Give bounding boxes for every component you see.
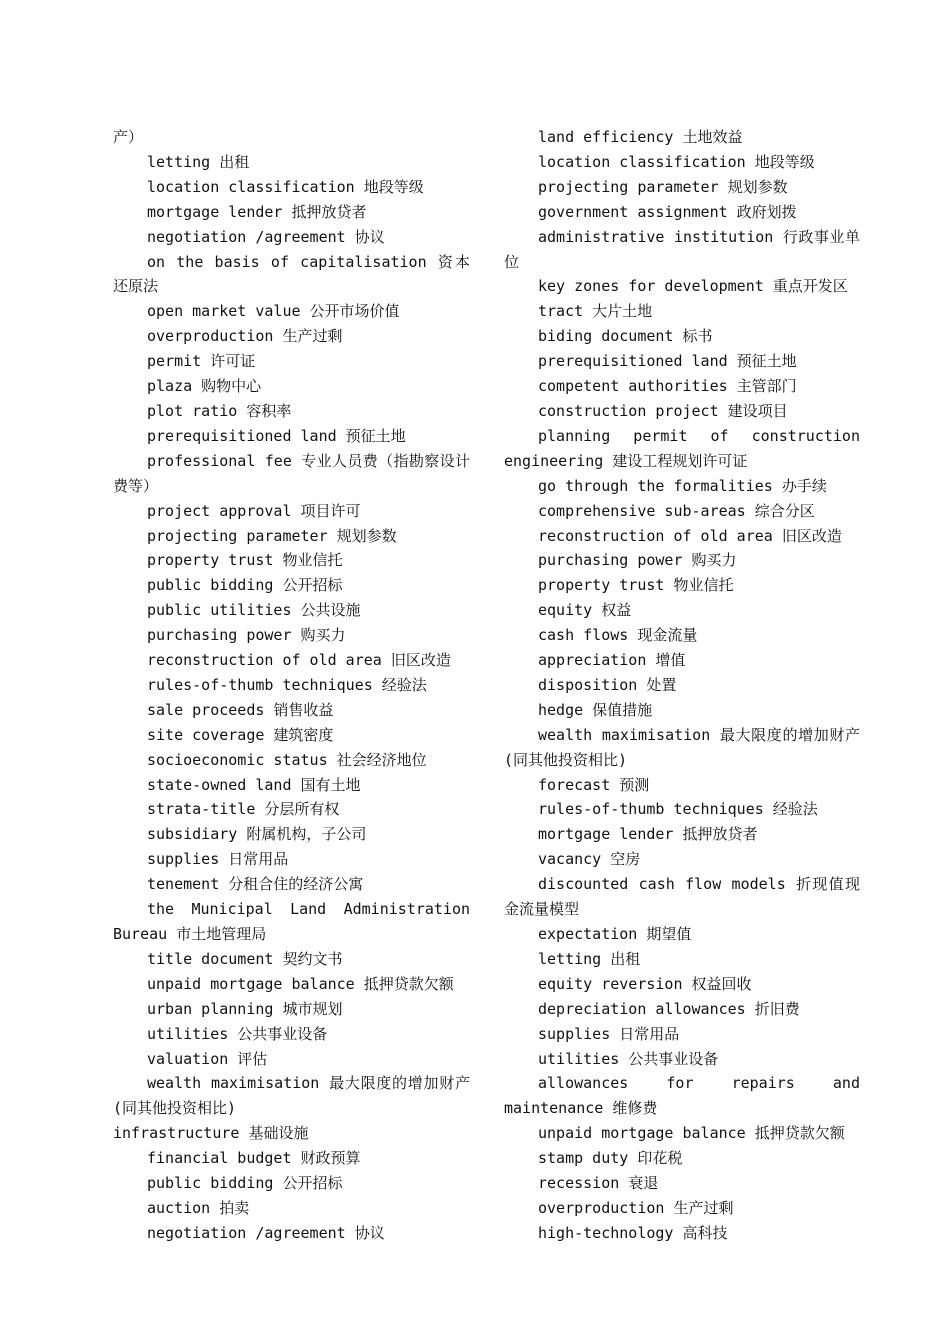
glossary-entry: plaza 购物中心 (147, 377, 262, 396)
glossary-entry: go through the formalities 办手续 (538, 476, 827, 495)
glossary-column-left (113, 125, 470, 1246)
glossary-entry: property trust 物业信托 (147, 551, 343, 570)
glossary-entry: high-technology 高科技 (538, 1223, 728, 1242)
glossary-entry: plot ratio 容积率 (147, 401, 292, 420)
glossary-entry: allowances for repairs and maintenance 维修费 (504, 1074, 860, 1118)
glossary-entry: strata-title 分层所有权 (147, 800, 340, 819)
glossary-entry: reconstruction of old area 旧区改造 (538, 526, 842, 545)
glossary-entry: projecting parameter 规划参数 (147, 526, 397, 545)
glossary-entry: biding document 标书 (538, 327, 713, 346)
glossary-entry: negotiation /agreement 协议 (147, 1223, 385, 1242)
glossary-entry: forecast 预测 (538, 775, 650, 794)
glossary-entry: unpaid mortgage balance 抵押贷款欠额 (147, 974, 454, 993)
glossary-entry: negotiation /agreement 协议 (147, 227, 385, 246)
glossary-entry: socioeconomic status 社会经济地位 (147, 750, 427, 769)
glossary-entry: hedge 保值措施 (538, 700, 653, 719)
glossary-entry: unpaid mortgage balance 抵押贷款欠额 (538, 1124, 845, 1143)
glossary-entry: competent authorities 主管部门 (538, 377, 797, 396)
glossary-entry: overproduction 生产过剩 (538, 1198, 734, 1217)
glossary-entry: equity reversion 权益回收 (538, 974, 752, 993)
glossary-entry: valuation 评估 (147, 1049, 268, 1068)
glossary-entry: government assignment 政府划拨 (538, 202, 797, 221)
glossary-entry: infrastructure 基础设施 (113, 1124, 309, 1143)
glossary-entry: wealth maximisation 最大限度的增加财产(同其他投资相比) (504, 725, 860, 769)
glossary-entry: wealth maximisation 最大限度的增加财产(同其他投资相比) (113, 1074, 470, 1118)
glossary-entry: mortgage lender 抵押放贷者 (538, 825, 758, 844)
glossary-entry: permit 许可证 (147, 352, 256, 371)
glossary-entry: sale proceeds 销售收益 (147, 700, 334, 719)
glossary-entry: mortgage lender 抵押放贷者 (147, 202, 367, 221)
glossary-entry: expectation 期望值 (538, 925, 692, 943)
glossary-entry: the Municipal Land Administration Bureau 市土地管理局 (113, 900, 470, 943)
glossary-entry: letting 出租 (147, 152, 250, 171)
glossary-entry: project approval 项目许可 (147, 501, 361, 520)
glossary-entry: cash flows 现金流量 (538, 626, 698, 645)
glossary-entry: state-owned land 国有土地 (147, 775, 361, 794)
glossary-entry: rules-of-thumb techniques 经验法 (538, 800, 818, 819)
glossary-entry: location classification 地段等级 (147, 177, 424, 196)
glossary-entry: purchasing power 购买力 (538, 551, 737, 570)
glossary-entry: public utilities 公共设施 (147, 601, 361, 620)
glossary-entry: public bidding 公开招标 (147, 576, 343, 595)
glossary-entry: overproduction 生产过剩 (147, 327, 343, 346)
glossary-entry: on the basis of capitalisation 资本还原法 (113, 252, 470, 296)
glossary-entry: letting 出租 (538, 949, 641, 968)
glossary-entry: utilities 公共事业设备 (538, 1049, 719, 1068)
glossary-entry: subsidiary 附属机构，子公司 (147, 825, 367, 844)
glossary-entry: planning permit of construction engineering 建设工程规划许可证 (504, 426, 860, 470)
glossary-entry: stamp duty 印花税 (538, 1149, 683, 1168)
glossary-entry: key zones for development 重点开发区 (538, 277, 848, 296)
glossary-entry: administrative institution 行政事业单位 (504, 227, 860, 271)
glossary-entry: construction project 建设项目 (538, 401, 788, 420)
glossary-entry: projecting parameter 规划参数 (538, 177, 788, 196)
glossary-entry: auction 拍卖 (147, 1198, 250, 1217)
glossary-entry: land efficiency 土地效益 (538, 128, 743, 146)
glossary-entry: tenement 分租合住的经济公寓 (147, 875, 364, 894)
glossary-entry: equity 权益 (538, 601, 632, 620)
glossary-entry: 产） (113, 128, 144, 146)
glossary-column-right (504, 125, 860, 1246)
glossary-entry: depreciation allowances 折旧费 (538, 999, 800, 1018)
glossary-entry: discounted cash flow models 折现值现金流量模型 (504, 875, 860, 919)
glossary-entry: purchasing power 购买力 (147, 626, 346, 645)
glossary-entry: prerequisitioned land 预征土地 (147, 426, 406, 445)
glossary-entry: location classification 地段等级 (538, 152, 815, 171)
glossary-entry: supplies 日常用品 (147, 850, 289, 869)
glossary-entry: title document 契约文书 (147, 949, 343, 968)
glossary-entry: tract 大片土地 (538, 302, 653, 321)
glossary-entry: reconstruction of old area 旧区改造 (147, 651, 451, 670)
glossary-entry: site coverage 建筑密度 (147, 725, 334, 744)
glossary-entry: prerequisitioned land 预征土地 (538, 352, 797, 371)
glossary-entry: financial budget 财政预算 (147, 1149, 361, 1168)
glossary-entry: property trust 物业信托 (538, 576, 734, 595)
glossary-entry: utilities 公共事业设备 (147, 1024, 328, 1043)
glossary-entry: disposition 处置 (538, 675, 677, 694)
glossary-entry: comprehensive sub-areas 综合分区 (538, 501, 815, 520)
glossary-entry: appreciation 增值 (538, 651, 686, 670)
glossary-entry: open market value 公开市场价值 (147, 302, 400, 321)
glossary-entry: urban planning 城市规划 (147, 999, 343, 1018)
glossary-entry: professional fee 专业人员费（指勘察设计费等） (113, 451, 470, 495)
glossary-entry: public bidding 公开招标 (147, 1174, 343, 1193)
glossary-entry: rules-of-thumb techniques 经验法 (147, 675, 427, 694)
glossary-entry: recession 衰退 (538, 1174, 659, 1193)
glossary-entry: vacancy 空房 (538, 850, 641, 869)
glossary-entry: supplies 日常用品 (538, 1024, 680, 1043)
